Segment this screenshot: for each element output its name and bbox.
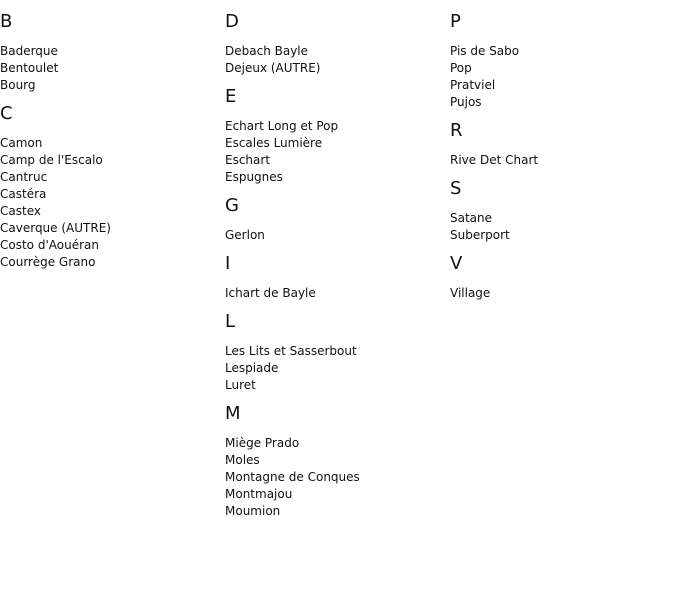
list-item <box>0 203 220 220</box>
place-link[interactable]: Pop <box>450 61 472 75</box>
place-link[interactable]: Pujos <box>450 95 482 109</box>
place-link[interactable]: Gerlon <box>225 228 265 242</box>
letter-group <box>450 254 670 302</box>
letter-group <box>450 179 670 244</box>
letter-group <box>225 254 445 302</box>
list-item <box>225 169 445 186</box>
list-item <box>450 60 670 77</box>
list-item <box>0 43 220 60</box>
place-link[interactable]: Village <box>450 286 491 300</box>
letter-heading: G <box>225 195 239 216</box>
list-item <box>225 152 445 169</box>
letter-group <box>225 87 445 186</box>
list-item <box>450 152 670 169</box>
list-item <box>450 210 670 227</box>
place-link[interactable]: Caverque (AUTRE) <box>0 221 111 235</box>
place-link[interactable]: Castéra <box>0 187 47 201</box>
place-link[interactable]: Castex <box>0 204 41 218</box>
list-item <box>225 135 445 152</box>
list-item <box>225 60 445 77</box>
letter-group <box>225 196 445 244</box>
list-item <box>225 227 445 244</box>
list-item <box>225 469 445 486</box>
list-item <box>450 43 670 60</box>
place-link[interactable]: Camp de l'Escalo <box>0 153 103 167</box>
letter-heading: I <box>225 253 231 274</box>
place-link[interactable]: Pratviel <box>450 78 496 92</box>
place-link[interactable]: Satane <box>450 211 493 225</box>
list-item <box>0 60 220 77</box>
list-item <box>225 435 445 452</box>
place-link[interactable]: Escales Lumière <box>225 136 323 150</box>
list-item <box>225 503 445 520</box>
place-link[interactable]: Eschart <box>225 153 271 167</box>
list-item <box>0 254 220 271</box>
letter-group <box>0 104 220 271</box>
place-link[interactable]: Les Lits et Sasserbout <box>225 344 357 358</box>
place-link[interactable]: Pis de Sabo <box>450 44 520 58</box>
place-link[interactable]: Courrège Grano <box>0 255 96 269</box>
letter-heading: D <box>225 11 239 32</box>
place-link[interactable]: Rive Det Chart <box>450 153 539 167</box>
list-item <box>0 152 220 169</box>
letter-group <box>450 121 670 169</box>
letter-group <box>225 404 445 520</box>
place-link[interactable]: Camon <box>0 136 43 150</box>
place-link[interactable]: Bentoulet <box>0 61 59 75</box>
index-column-2 <box>225 12 445 530</box>
letter-group <box>450 12 670 111</box>
place-link[interactable]: Suberport <box>450 228 510 242</box>
list-item <box>450 285 670 302</box>
place-link[interactable]: Echart Long et Pop <box>225 119 339 133</box>
place-link[interactable]: Baderque <box>0 44 58 58</box>
place-link[interactable]: Miège Prado <box>225 436 300 450</box>
list-item <box>225 486 445 503</box>
letter-heading: B <box>0 11 13 32</box>
letter-group <box>225 12 445 77</box>
list-item <box>225 360 445 377</box>
index-column-3 <box>450 12 670 312</box>
letter-heading: E <box>225 86 237 107</box>
list-item <box>0 220 220 237</box>
list-item <box>0 169 220 186</box>
list-item <box>450 77 670 94</box>
list-item <box>225 377 445 394</box>
letter-heading: R <box>450 120 463 141</box>
place-link[interactable]: Moles <box>225 453 260 467</box>
place-link[interactable]: Ichart de Bayle <box>225 286 316 300</box>
place-link[interactable]: Costo d'Aouéran <box>0 238 99 252</box>
list-item <box>225 343 445 360</box>
list-item <box>0 237 220 254</box>
letter-heading: V <box>450 253 463 274</box>
place-link[interactable]: Bourg <box>0 78 36 92</box>
place-link[interactable]: Moumion <box>225 504 281 518</box>
place-link[interactable]: Cantruc <box>0 170 48 184</box>
letter-heading: L <box>225 311 236 332</box>
letter-heading: M <box>225 403 241 424</box>
place-link[interactable]: Lespiade <box>225 361 279 375</box>
place-link[interactable]: Debach Bayle <box>225 44 309 58</box>
place-link[interactable]: Dejeux (AUTRE) <box>225 61 321 75</box>
place-link[interactable]: Espugnes <box>225 170 283 184</box>
list-item <box>225 43 445 60</box>
place-link[interactable]: Montagne de Conques <box>225 470 360 484</box>
list-item <box>0 77 220 94</box>
place-link[interactable]: Montmajou <box>225 487 293 501</box>
index-column-1 <box>0 12 220 281</box>
list-item <box>225 118 445 135</box>
list-item <box>450 227 670 244</box>
list-item <box>0 135 220 152</box>
list-item <box>225 285 445 302</box>
list-item <box>450 94 670 111</box>
letter-heading: C <box>0 103 13 124</box>
letter-heading: S <box>450 178 462 199</box>
letter-heading: P <box>450 11 461 32</box>
list-item <box>225 452 445 469</box>
list-item <box>0 186 220 203</box>
place-link[interactable]: Luret <box>225 378 256 392</box>
letter-group <box>0 12 220 94</box>
letter-group <box>225 312 445 394</box>
